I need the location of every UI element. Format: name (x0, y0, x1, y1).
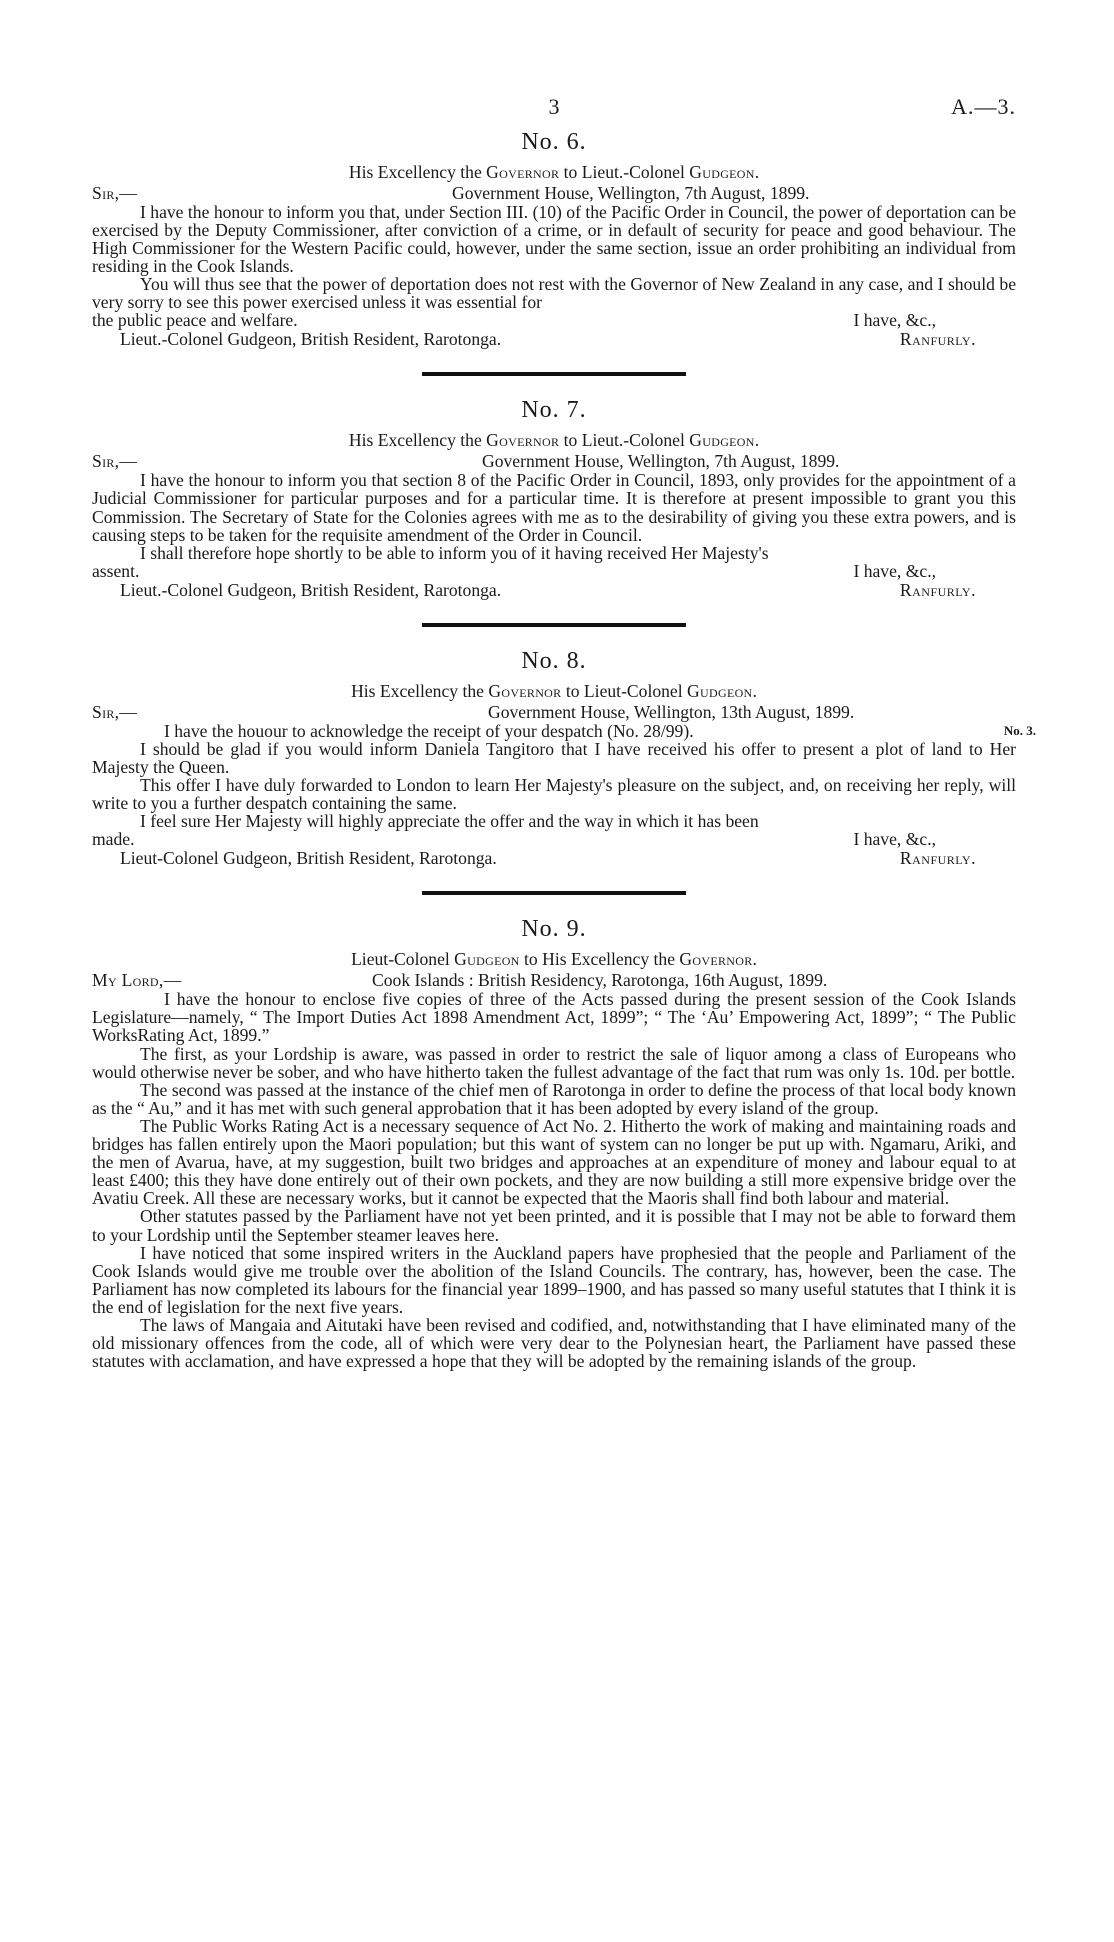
heading-text: His Excellency the (348, 161, 487, 182)
heading-text: . (752, 680, 757, 701)
addressee: Lieut-Colonel Gudgeon, British Resident, Rarotonga. (120, 848, 497, 869)
salutation-row (92, 971, 1016, 990)
paragraph: You will thus see that the power of deportation does not rest with the Governor of New Zealand in any case, and I should be very sorry to see this power exercised unless it was essential for (92, 274, 1016, 313)
heading-text: His Excellency the (351, 680, 489, 701)
closing-row (92, 311, 1016, 330)
paragraph: Other statutes passed by the Parliament have not yet been printed, and it is possible that I may not be able to forward them to your Lordship until the September steamer leaves here. (92, 1206, 1016, 1245)
paragraph: This offer I have duly forwarded to London to learn Her Majesty's pleasure on the subject, and, on receiving her reply, will write to you a further despatch containing the same. (92, 775, 1016, 814)
heading-text: to His Excellency the (519, 949, 680, 970)
page-number: 3 (548, 94, 560, 119)
letter-no-8 (92, 647, 1036, 871)
letter-no-6 (92, 130, 1016, 352)
signature-row (92, 849, 1016, 871)
letter-no-9 (92, 917, 1016, 1370)
letter-heading (92, 163, 1016, 181)
paragraph: I have noticed that some inspired writers in the Auckland papers have prophesied that the people and Parliament of the Cook Islands would give me trouble over the abolition of the Island Councils. The contrary, has, however, been the case. The Parliament has now completed its labours for the financial year 1899–1900, and has passed so many useful statutes that I think it is the end of legislation for the next five years. (92, 1242, 1016, 1318)
addressee: Lieut.-Colonel Gudgeon, British Resident, Rarotonga. (120, 579, 502, 600)
letter-heading (92, 950, 1016, 968)
heading-text: to Lieut-Colonel (561, 680, 688, 701)
paragraph: I have the honour to inform you that, under Section III. (10) of the Pacific Order in Council, the power of deportation can be exercised by the Deputy Commissioner, after conviction of a crime, or in default of security for peace and good behaviour. The High Commissioner for the Western Pacific could, however, under the same section, issue an order prohibiting an individual from residing in the Cook Islands. (92, 201, 1016, 277)
paragraph: The Public Works Rating Act is a necessary sequence of Act No. 2. Hitherto the work of making and maintaining roads and bridges has fallen entirely upon the Maori population; but this want of system can no longer be put up with. Ngamaru, Ariki, and the men of Avarua, have, at my suggestion, built two bridges and approaches at an expenditure of money and labour equal to at least £400; this they have done entirely out of their own pockets, and they are now building a still more expensive bridge over the Avatiu Creek. All these are necessary works, but it cannot be expected that the Maoris shall find both labour and material. (92, 1115, 1016, 1209)
section-divider (422, 372, 686, 376)
signature-row (92, 581, 1016, 603)
heading-text: Gudgeon (689, 430, 755, 451)
salutation: Sir,— (92, 451, 138, 472)
letter-number: No. 7. (521, 397, 587, 424)
margin-reference: No. 3. (1003, 722, 1036, 738)
paragraph: I have the houour to acknowledge the receipt of your despatch (No. 28/99). (164, 720, 694, 741)
letter-number: No. 9. (521, 916, 587, 943)
signature: Ranfurly. (899, 329, 976, 350)
heading-text: Gudgeon (687, 680, 753, 701)
section-divider (422, 891, 686, 895)
salutation: Sir,— (92, 182, 138, 203)
letter-number: No. 6. (521, 129, 587, 155)
heading-text: Governor (486, 161, 560, 182)
place-date: Government House, Wellington, 7th August, 1899. (482, 451, 840, 472)
signature: Ranfurly. (899, 579, 976, 600)
complimentary-close: I have, &c., (853, 829, 936, 850)
heading-text: Governor (679, 949, 753, 970)
letter-heading (92, 431, 1016, 449)
heading-text: Lieut-Colonel (351, 949, 455, 970)
heading-text: . (754, 161, 760, 182)
heading-text: His Excellency the (348, 430, 487, 451)
letter-heading (92, 682, 1016, 700)
section-divider (422, 623, 686, 627)
heading-text: to Lieut.-Colonel (559, 161, 690, 182)
heading-text: . (754, 430, 760, 451)
salutation: My Lord,— (92, 970, 182, 991)
salutation-row (92, 703, 1016, 722)
heading-text: Gudgeon (454, 949, 520, 970)
salutation-row (92, 452, 1016, 471)
place-date: Government House, Wellington, 13th August, 1899. (488, 701, 855, 722)
salutation: Sir,— (92, 701, 138, 722)
closing-text: assent. (92, 560, 140, 581)
paragraph: The laws of Mangaia and Aitutaki have been revised and codified, and, notwithstanding that I have eliminated many of the old missionary offences from the code, all of which were very dear to the Polynesian heart, the Parliament have passed these statutes with acclamation, and have expressed a hope that they will be adopted by the remaining islands of the group. (92, 1315, 1016, 1372)
heading-text: Governor (486, 430, 560, 451)
letter-number: No. 8. (521, 647, 587, 674)
closing-row (92, 562, 1016, 581)
letter-no-7 (92, 398, 1016, 602)
place-date: Government House, Wellington, 7th August, 1899. (452, 182, 810, 203)
closing-text: the public peace and welfare. (92, 310, 298, 331)
paragraph: The second was passed at the instance of the chief men of Rarotonga in order to define the process of that local body known as the “ Au,” and it has met with such general approbation that it has been adopted by every island of the group. (92, 1079, 1016, 1118)
place-date: Cook Islands : British Residency, Rarotonga, 16th August, 1899. (372, 970, 828, 991)
document-page (92, 94, 1036, 1372)
complimentary-close: I have, &c., (853, 560, 936, 581)
paragraph: I feel sure Her Majesty will highly appreciate the offer and the way in which it has been (140, 811, 759, 832)
heading-text: Governor (488, 680, 562, 701)
salutation-row (92, 184, 1016, 203)
heading-text: to Lieut.-Colonel (559, 430, 690, 451)
addressee: Lieut.-Colonel Gudgeon, British Resident, Rarotonga. (120, 329, 502, 350)
heading-text: Gudgeon (689, 161, 755, 182)
paragraph: I have the honour to enclose five copies of three of the Acts passed during the present session of the Cook Islands Legislature—namely, “ The Import Duties Act 1898 Amendment Act, 1899”; “ The ‘Au’ Empowering Act, 1899”; “ The Public WorksRating Act, 1899.” (92, 989, 1016, 1046)
series-code: A.—3. (951, 94, 1016, 119)
paragraph: I have the honour to inform you that section 8 of the Pacific Order in Council, 1893, only provides for the appointment of a Judicial Commissioner for particular purposes and for a particular time. It is therefore at present impossible to grant you this Commission. The Secretary of State for the Colonies agrees with me as to the desirability of giving you these extra powers, and is causing steps to be taken for the requisite amendment of the Order in Council. (92, 470, 1016, 545)
paragraph: The first, as your Lordship is aware, was passed in order to restrict the sale of liquor among a class of Europeans who would otherwise never be sober, and who have hitherto taken the fullest advantage of the fact that rum was only 1s. 10d. per bottle. (92, 1043, 1016, 1082)
signature-row (92, 330, 1016, 352)
closing-text: made. (92, 829, 135, 850)
paragraph: I shall therefore hope shortly to be able to inform you of it having received Her Majesty's (140, 542, 769, 563)
page-header (92, 96, 1016, 130)
closing-row (92, 830, 1016, 849)
signature: Ranfurly. (899, 848, 976, 869)
heading-text: . (752, 949, 757, 970)
complimentary-close: I have, &c., (853, 310, 936, 331)
paragraph: I should be glad if you would inform Daniela Tangitoro that I have received his offer to present a plot of land to Her Majesty the Queen. (92, 738, 1016, 777)
